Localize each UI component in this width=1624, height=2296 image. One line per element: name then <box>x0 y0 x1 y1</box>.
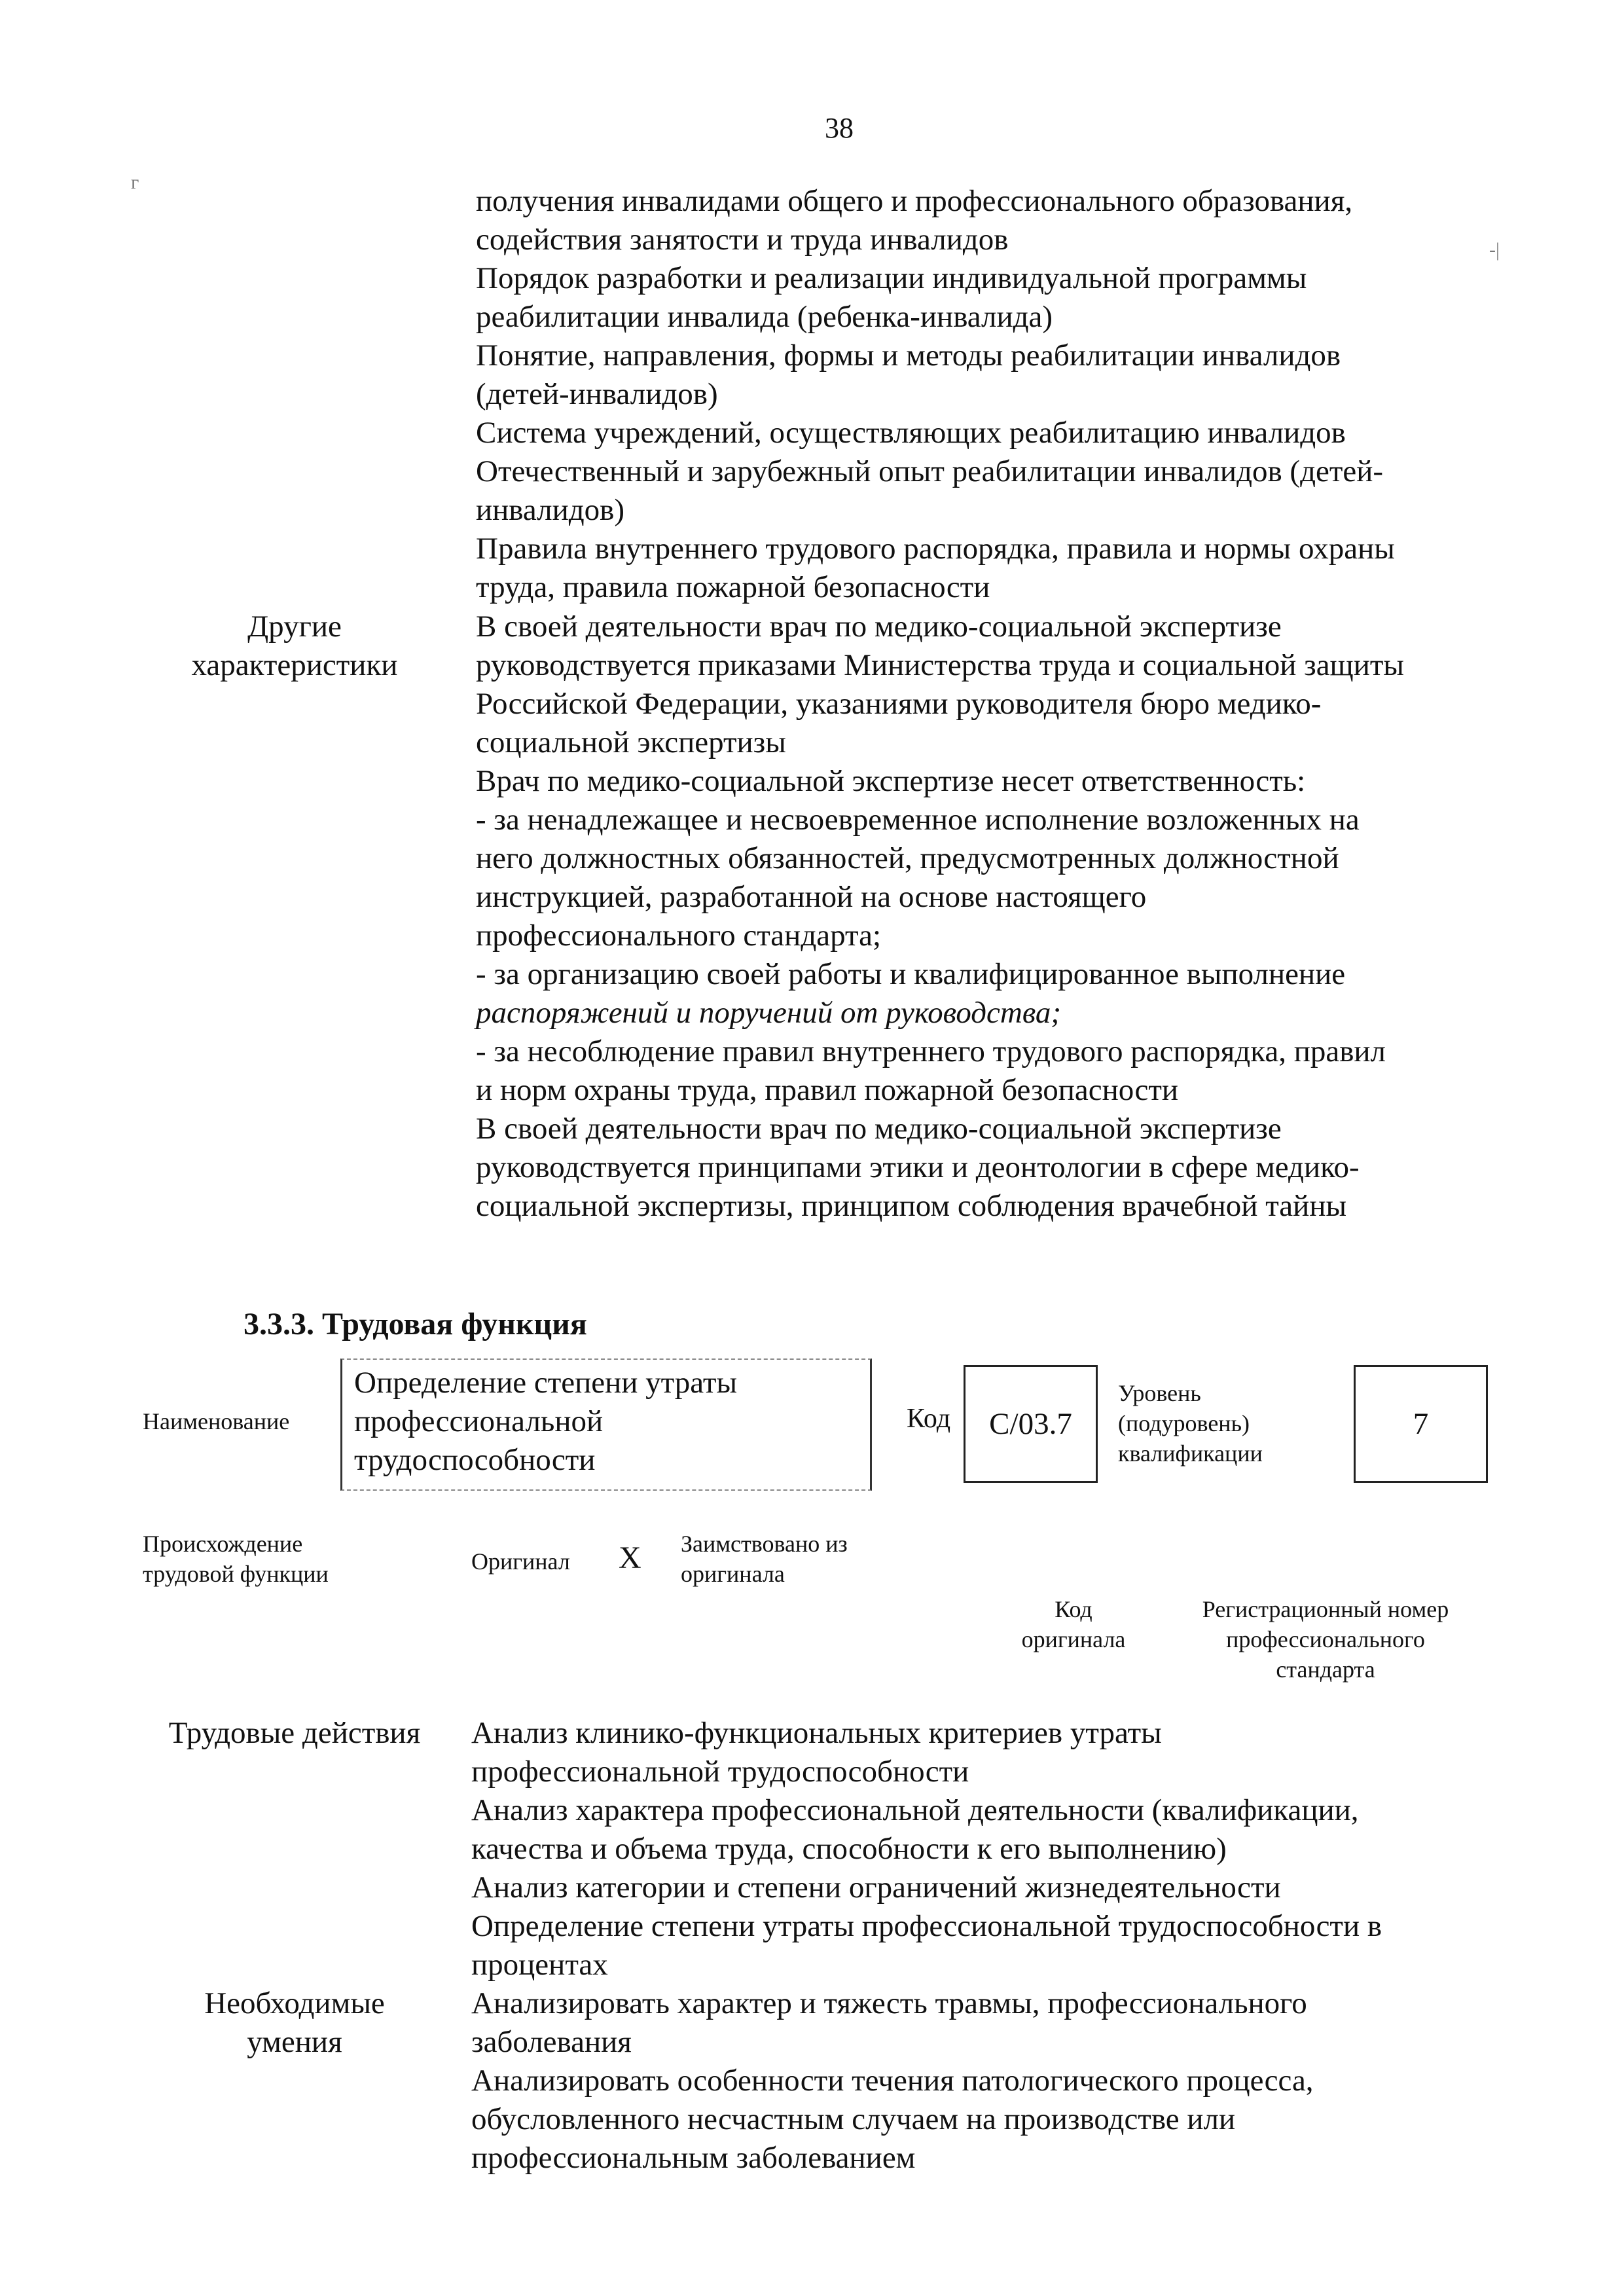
page-number: 38 <box>825 112 854 144</box>
reg-number-line: стандарта <box>1276 1656 1375 1683</box>
text-line: содействия занятости и труда инвалидов <box>476 223 1009 257</box>
level-label-line: Уровень <box>1118 1380 1201 1406</box>
original-mark: X <box>619 1540 641 1575</box>
text-line: Определение степени утраты профессиональной трудоспособности в <box>471 1909 1382 1943</box>
text-line: Анализ характера профессиональной деятельности (квалификации, <box>471 1793 1359 1827</box>
borrowed-label-line: Заимствовано из <box>681 1531 848 1557</box>
text-line: получения инвалидами общего и профессионального образования, <box>476 184 1353 218</box>
text-line: реабилитации инвалида (ребенка-инвалида) <box>476 300 1053 334</box>
text-line: профессионального стандарта; <box>476 919 882 953</box>
required-skills-content <box>471 1984 1506 2178</box>
origin-label <box>143 1529 329 1589</box>
text-line: руководствуется принципами этики и деонтологии в сфере медико- <box>476 1150 1360 1184</box>
origin-label-line: Происхождение <box>143 1531 303 1557</box>
text-line: Отечественный и зарубежный опыт реабилитации инвалидов (детей- <box>476 454 1384 488</box>
label-line: характеристики <box>191 648 398 682</box>
continuation-block <box>476 182 1510 607</box>
text-line: - за несоблюдение правил внутреннего трудового распорядка, правил <box>476 1034 1386 1068</box>
section-heading: 3.3.3. Трудовая функция <box>244 1307 587 1341</box>
origin-label-line: трудовой функции <box>143 1561 329 1587</box>
text-line: - за организацию своей работы и квалифицированное выполнение <box>476 957 1346 991</box>
text-line: распоряжений и поручений от руководства; <box>476 996 1062 1030</box>
text-line: инвалидов) <box>476 493 625 527</box>
label-line: Необходимые <box>204 1986 385 2020</box>
text-line: Понятие, направления, формы и методы реабилитации инвалидов <box>476 338 1341 373</box>
name-value-line: профессиональной <box>354 1404 604 1438</box>
text-line: (детей-инвалидов) <box>476 377 718 411</box>
code-original-line: оригинала <box>1021 1626 1126 1652</box>
level-label-line: (подуровень) <box>1118 1410 1250 1436</box>
code-value-box: С/03.7 <box>964 1365 1098 1483</box>
text-line: него должностных обязанностей, предусмотренных должностной <box>476 841 1339 875</box>
borrowed-label-line: оригинала <box>681 1561 785 1587</box>
text-line: заболевания <box>471 2025 632 2059</box>
name-value-line: трудоспособности <box>354 1443 596 1477</box>
reg-number-label <box>1182 1594 1470 1685</box>
text-line: качества и объема труда, способности к его выполнению) <box>471 1832 1227 1866</box>
text-line: социальной экспертизы, принципом соблюдения врачебной тайны <box>476 1189 1347 1223</box>
text-line: Анализировать особенности течения патологического процесса, <box>471 2064 1314 2098</box>
name-label: Наименование <box>143 1408 290 1434</box>
text-line: обусловленного несчастным случаем на производстве или <box>471 2102 1236 2136</box>
level-label-line: квалификации <box>1118 1440 1263 1467</box>
required-skills-label <box>157 1984 432 2062</box>
text-line: труда, правила пожарной безопасности <box>476 570 990 604</box>
text-line: Врач по медико-социальной экспертизе несет ответственность: <box>476 764 1306 798</box>
name-value-box <box>340 1358 872 1491</box>
labor-actions-label: Трудовые действия <box>168 1716 421 1750</box>
text-line: инструкцией, разработанной на основе настоящего <box>476 880 1147 914</box>
text-line: руководствуется приказами Министерства труда и социальной защиты <box>476 648 1405 682</box>
text-line: Правила внутреннего трудового распорядка, правила и нормы охраны <box>476 532 1395 566</box>
text-line: Анализ категории и степени ограничений жизнедеятельности <box>471 1870 1281 1904</box>
code-label: Код <box>907 1404 951 1434</box>
text-line: процентах <box>471 1948 608 1982</box>
original-label: Оригинал <box>471 1548 570 1575</box>
other-characteristics-label <box>157 608 432 685</box>
label-line: Другие <box>247 610 342 644</box>
text-line: Анализировать характер и тяжесть травмы, профессионального <box>471 1986 1307 2020</box>
text-line: - за ненадлежащее и несвоевременное исполнение возложенных на <box>476 803 1360 837</box>
text-line: профессиональной трудоспособности <box>471 1755 969 1789</box>
text-line: социальной экспертизы <box>476 725 786 759</box>
level-value-box: 7 <box>1354 1365 1488 1483</box>
label-line: умения <box>247 2025 342 2059</box>
name-value-line: Определение степени утраты <box>354 1366 738 1400</box>
text-line: В своей деятельности врач по медико-социальной экспертизе <box>476 610 1282 644</box>
text-line: Анализ клинико-функциональных критериев утраты <box>471 1716 1162 1750</box>
code-original-label <box>982 1594 1165 1654</box>
reg-number-line: профессионального <box>1226 1626 1425 1652</box>
text-line: В своей деятельности врач по медико-социальной экспертизе <box>476 1112 1282 1146</box>
scan-mark: -| <box>1489 239 1500 261</box>
text-line: профессиональным заболеванием <box>471 2141 916 2175</box>
labor-actions-content <box>471 1714 1506 1984</box>
code-original-line: Код <box>1055 1596 1092 1622</box>
scan-mark: г <box>131 172 139 193</box>
reg-number-line: Регистрационный номер <box>1202 1596 1449 1622</box>
borrowed-label <box>681 1529 848 1589</box>
text-line: Российской Федерации, указаниями руководителя бюро медико- <box>476 687 1322 721</box>
text-line: и норм охраны труда, правил пожарной безопасности <box>476 1073 1179 1107</box>
level-label <box>1118 1378 1263 1468</box>
text-line: Система учреждений, осуществляющих реабилитацию инвалидов <box>476 416 1346 450</box>
text-line: Порядок разработки и реализации индивидуальной программы <box>476 261 1307 295</box>
other-characteristics-content <box>476 608 1510 1226</box>
